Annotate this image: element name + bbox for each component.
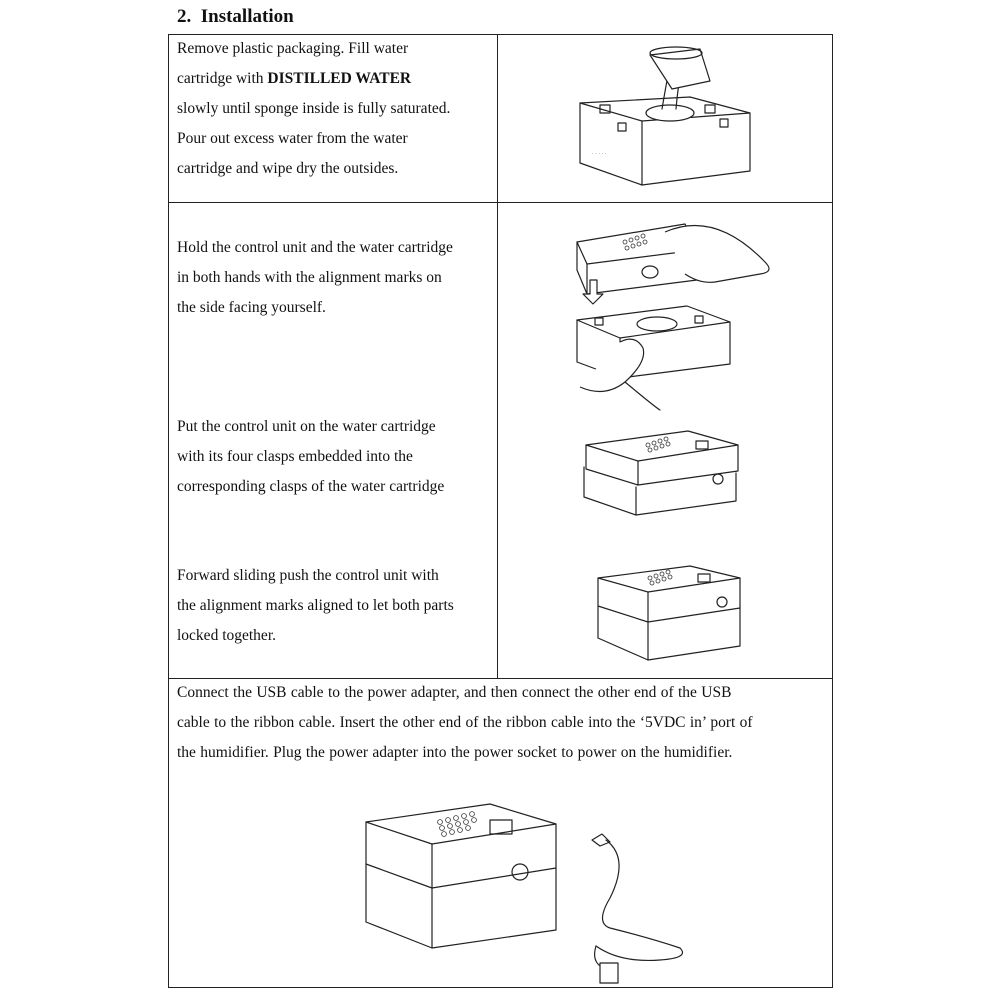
step-5-text xyxy=(177,678,827,768)
stack-units-illustration xyxy=(578,423,753,523)
step-1-line-2-text: cartridge with xyxy=(177,70,268,87)
step-1-line-4: Pour out excess water from the water xyxy=(177,130,408,147)
svg-text:· · · · ·: · · · · · xyxy=(592,151,607,157)
step-4-line-1: Forward sliding push the control unit with xyxy=(177,567,439,584)
step-2-text xyxy=(177,233,495,323)
column-divider xyxy=(497,34,498,679)
section-title-text: Installation xyxy=(200,6,294,27)
step-3-line-2: with its four clasps embedded into the xyxy=(177,448,413,465)
step-3-line-3: corresponding clasps of the water cartridge xyxy=(177,478,445,495)
section-number: 2. xyxy=(177,6,192,27)
step-2-line-1: Hold the control unit and the water cartridge xyxy=(177,239,453,256)
step-1-line-5: cartridge and wipe dry the outsides. xyxy=(177,160,399,177)
locked-units-illustration xyxy=(590,562,750,672)
pour-water-illustration xyxy=(570,45,760,190)
step-2-line-2: in both hands with the alignment marks on xyxy=(177,269,442,286)
row-divider-1 xyxy=(168,202,833,203)
step-2-line-3: the side facing yourself. xyxy=(177,299,326,316)
step-5-line-2: cable to the ribbon cable. Insert the other end of the ribbon cable into the ‘5VDC in’ port of xyxy=(177,714,753,731)
step-1-line-1: Remove plastic packaging. Fill water xyxy=(177,40,409,57)
step-4-text xyxy=(177,561,495,651)
step-3-line-1: Put the control unit on the water cartridge xyxy=(177,418,436,435)
step-1-line-2 xyxy=(177,64,495,94)
step-3-text xyxy=(177,412,495,502)
step-4-line-2: the alignment marks aligned to let both parts xyxy=(177,597,454,614)
section-title xyxy=(177,6,294,28)
step-5-line-3: the humidifier. Plug the power adapter into the power socket to power on the humidifier. xyxy=(177,744,733,761)
step-4-line-3: locked together. xyxy=(177,627,276,644)
align-units-illustration xyxy=(565,212,800,412)
step-1-text xyxy=(177,34,495,184)
distilled-water-emphasis: DISTILLED WATER xyxy=(267,70,412,87)
step-1-line-3: slowly until sponge inside is fully saturated. xyxy=(177,100,451,117)
step-5-line-1: Connect the USB cable to the power adapter, and then connect the other end of the USB xyxy=(177,684,732,701)
power-connection-illustration xyxy=(360,798,700,988)
